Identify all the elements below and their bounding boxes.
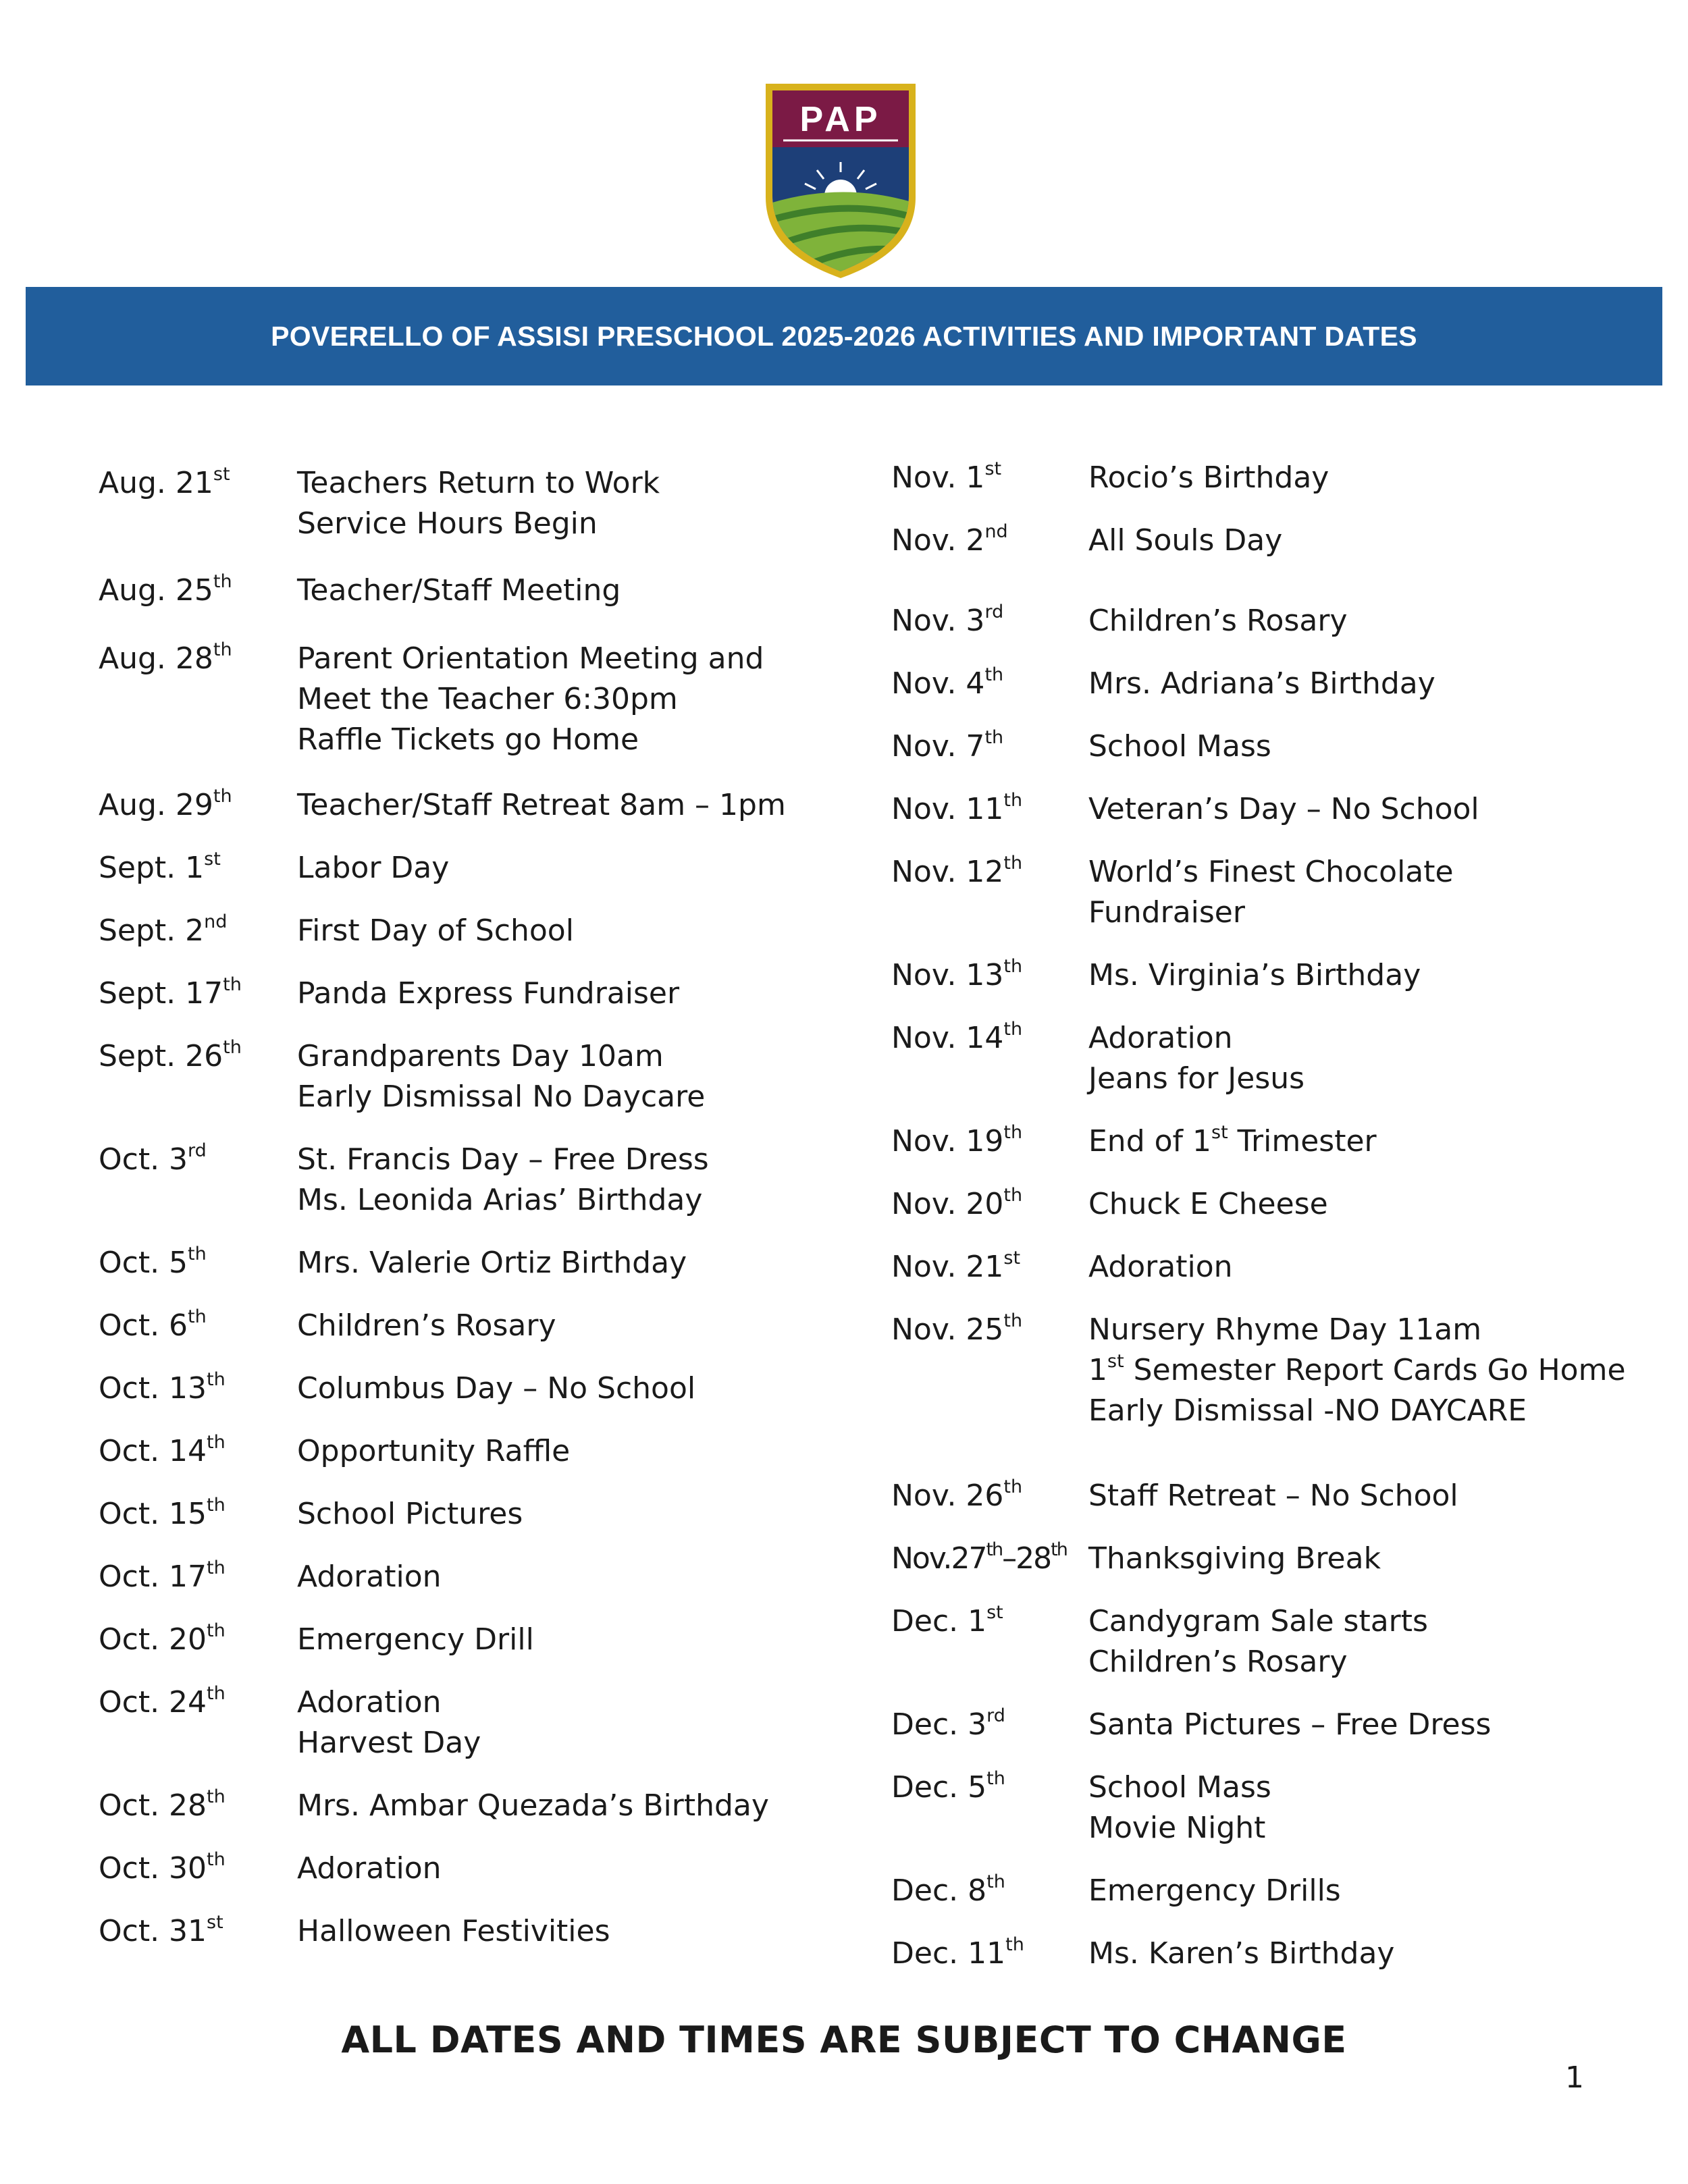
event-list bbox=[1088, 1934, 1394, 1974]
date-ordinal-suffix: th bbox=[207, 1495, 226, 1516]
event-text: Meet the Teacher 6:30pm bbox=[297, 682, 678, 716]
event-text: End of 1st Trimester bbox=[1088, 1122, 1377, 1158]
date-text: Oct. 30 bbox=[99, 1851, 207, 1886]
date-ordinal-suffix: th bbox=[1003, 1310, 1023, 1331]
date-text: Sept. 2 bbox=[99, 913, 205, 948]
event-text: Opportunity Raffle bbox=[297, 1434, 571, 1468]
event-list bbox=[297, 974, 679, 1014]
event-text: St. Francis Day – Free Dress bbox=[297, 1142, 709, 1177]
date-text: Sept. 1 bbox=[99, 851, 205, 885]
date-label bbox=[99, 639, 232, 679]
date-ordinal-suffix: st bbox=[204, 849, 221, 870]
date-ordinal-suffix: th bbox=[984, 664, 1004, 685]
event-text: Ms. Virginia’s Birthday bbox=[1088, 958, 1421, 992]
date-ordinal-suffix: th bbox=[188, 1306, 207, 1327]
event-list bbox=[1088, 789, 1479, 830]
date-label bbox=[891, 1705, 1005, 1745]
date-ordinal-suffix: th bbox=[1003, 956, 1023, 977]
date-label bbox=[99, 1140, 207, 1180]
date-text: Oct. 24 bbox=[99, 1685, 207, 1720]
date-label bbox=[891, 955, 1022, 996]
event-list bbox=[1088, 1476, 1458, 1516]
date-text: Dec. 1 bbox=[891, 1604, 987, 1639]
event-list bbox=[1088, 1310, 1626, 1431]
date-text: Nov. 7 bbox=[891, 729, 985, 764]
date-text: Dec. 11 bbox=[891, 1936, 1006, 1971]
event-text: Thanksgiving Break bbox=[1088, 1541, 1381, 1576]
date-ordinal-suffix: th bbox=[188, 1244, 207, 1264]
event-list bbox=[297, 911, 574, 951]
date-label bbox=[891, 1184, 1022, 1225]
event-list bbox=[297, 463, 660, 544]
event-text: Adoration bbox=[297, 1851, 442, 1886]
date-label bbox=[99, 1848, 226, 1889]
date-label bbox=[99, 1494, 226, 1535]
date-label bbox=[99, 570, 232, 611]
event-list bbox=[1088, 664, 1435, 704]
event-list bbox=[297, 785, 786, 826]
date-text: Oct. 3 bbox=[99, 1142, 188, 1177]
date-label bbox=[891, 1247, 1020, 1287]
date-ordinal-suffix: th bbox=[986, 1768, 1005, 1789]
date-text: Dec. 3 bbox=[891, 1707, 987, 1742]
event-list bbox=[1088, 521, 1282, 561]
event-list bbox=[1088, 1121, 1377, 1162]
date-ordinal-suffix: th bbox=[984, 727, 1004, 748]
event-text: Labor Day bbox=[297, 851, 450, 885]
date-ordinal-suffix: nd bbox=[204, 911, 228, 932]
date-label bbox=[891, 1310, 1022, 1350]
date-ordinal-suffix: st bbox=[984, 458, 1002, 479]
event-text: Jeans for Jesus bbox=[1088, 1061, 1305, 1096]
date-text: Oct. 5 bbox=[99, 1246, 188, 1280]
date-text: Nov. 3 bbox=[891, 604, 985, 638]
date-label bbox=[891, 458, 1001, 498]
page-title: POVERELLO OF ASSISI PRESCHOOL 2025-2026 ACTIVITIES AND IMPORTANT DATES bbox=[271, 320, 1417, 352]
date-text: Oct. 31 bbox=[99, 1914, 207, 1948]
date-text: Nov. 13 bbox=[891, 958, 1004, 992]
date-ordinal-suffix: th bbox=[1003, 1185, 1023, 1206]
date-label bbox=[891, 852, 1022, 893]
event-list bbox=[297, 1140, 709, 1221]
date-label bbox=[99, 848, 221, 888]
event-list bbox=[297, 639, 764, 760]
event-list bbox=[1088, 1018, 1304, 1099]
date-text: Nov. 26 bbox=[891, 1479, 1004, 1513]
event-text: All Souls Day bbox=[1088, 523, 1283, 558]
event-list bbox=[1088, 1247, 1233, 1287]
date-label bbox=[891, 1018, 1022, 1059]
event-list bbox=[297, 1431, 570, 1472]
date-label bbox=[891, 1601, 1003, 1642]
date-text: Sept. 26 bbox=[99, 1039, 223, 1073]
date-ordinal-suffix: th bbox=[207, 1432, 226, 1453]
date-label bbox=[891, 521, 1008, 561]
date-ordinal-suffix: th bbox=[213, 571, 232, 592]
event-list bbox=[1088, 1601, 1428, 1682]
event-text: Children’s Rosary bbox=[1088, 604, 1348, 638]
date-text: Nov. 12 bbox=[891, 855, 1004, 889]
date-text: Nov.27th–28th bbox=[891, 1539, 1067, 1576]
date-text: Dec. 8 bbox=[891, 1873, 987, 1908]
date-label bbox=[891, 1476, 1022, 1516]
event-list bbox=[297, 848, 449, 888]
date-text: Nov. 2 bbox=[891, 523, 985, 558]
date-ordinal-suffix: th bbox=[1003, 790, 1023, 811]
event-text: Adoration bbox=[1088, 1250, 1233, 1284]
event-text: 1st Semester Report Cards Go Home bbox=[1088, 1351, 1626, 1387]
date-ordinal-suffix: st bbox=[213, 464, 230, 485]
date-text: Dec. 5 bbox=[891, 1770, 987, 1805]
date-label bbox=[891, 1767, 1005, 1808]
date-ordinal-suffix: th bbox=[1005, 1934, 1024, 1955]
date-text: Oct. 20 bbox=[99, 1622, 207, 1657]
date-ordinal-suffix: th bbox=[1003, 853, 1023, 874]
date-ordinal-suffix: th bbox=[207, 1557, 226, 1578]
school-crest-logo bbox=[763, 81, 918, 280]
event-text: Veteran’s Day – No School bbox=[1088, 792, 1479, 826]
date-label bbox=[99, 1786, 226, 1826]
date-label bbox=[99, 1682, 226, 1723]
event-text: First Day of School bbox=[297, 913, 574, 948]
date-ordinal-suffix: th bbox=[213, 639, 232, 660]
date-label bbox=[99, 1243, 207, 1283]
date-ordinal-suffix: th bbox=[207, 1849, 226, 1870]
date-ordinal-suffix: th bbox=[223, 1037, 242, 1058]
date-text: Nov. 20 bbox=[891, 1187, 1004, 1221]
event-text: Ms. Leonida Arias’ Birthday bbox=[297, 1183, 703, 1217]
event-list bbox=[297, 1243, 687, 1283]
date-label bbox=[99, 974, 242, 1014]
date-ordinal-suffix: th bbox=[223, 974, 242, 995]
date-text: Sept. 17 bbox=[99, 976, 223, 1011]
date-text: Nov. 1 bbox=[891, 460, 985, 495]
date-label bbox=[891, 1121, 1022, 1162]
event-text: Santa Pictures – Free Dress bbox=[1088, 1707, 1492, 1742]
date-label bbox=[99, 1036, 242, 1077]
date-ordinal-suffix: th bbox=[213, 786, 232, 807]
date-text: Aug. 21 bbox=[99, 466, 213, 500]
event-text: School Mass bbox=[1088, 729, 1271, 764]
date-text: Oct. 6 bbox=[99, 1308, 188, 1343]
event-text: Staff Retreat – No School bbox=[1088, 1479, 1458, 1513]
date-text: Nov. 14 bbox=[891, 1021, 1004, 1055]
date-ordinal-suffix: th bbox=[207, 1683, 226, 1704]
event-text: Emergency Drills bbox=[1088, 1873, 1341, 1908]
date-ordinal-suffix: th bbox=[1003, 1122, 1023, 1143]
event-list bbox=[1088, 1767, 1271, 1848]
date-ordinal-suffix: th bbox=[1003, 1019, 1023, 1040]
event-list bbox=[297, 1036, 705, 1117]
date-label bbox=[891, 601, 1003, 641]
date-ordinal-suffix: th bbox=[207, 1786, 226, 1807]
event-text: Teachers Return to Work bbox=[297, 466, 660, 500]
event-list bbox=[297, 1494, 523, 1535]
event-list bbox=[297, 1557, 442, 1597]
date-text: Nov. 19 bbox=[891, 1124, 1004, 1158]
event-text: Teacher/Staff Meeting bbox=[297, 573, 621, 608]
date-ordinal-suffix: th bbox=[207, 1369, 226, 1390]
date-label bbox=[891, 1871, 1005, 1911]
date-label bbox=[99, 1557, 226, 1597]
event-text: Grandparents Day 10am bbox=[297, 1039, 664, 1073]
date-label bbox=[99, 911, 227, 951]
event-list bbox=[1088, 458, 1329, 498]
date-label bbox=[891, 1539, 1067, 1579]
date-ordinal-suffix: th bbox=[207, 1620, 226, 1641]
event-text: Fundraiser bbox=[1088, 895, 1245, 930]
date-label bbox=[891, 664, 1003, 704]
date-ordinal-suffix: st bbox=[1003, 1248, 1021, 1269]
date-ordinal-suffix: st bbox=[986, 1602, 1003, 1623]
date-label bbox=[891, 1934, 1024, 1974]
event-text: Adoration bbox=[1088, 1021, 1233, 1055]
event-text: Adoration bbox=[297, 1685, 442, 1720]
date-text: Aug. 29 bbox=[99, 788, 213, 822]
date-label bbox=[99, 1431, 226, 1472]
event-text: Children’s Rosary bbox=[1088, 1645, 1348, 1679]
date-label bbox=[891, 726, 1003, 767]
date-text: Oct. 15 bbox=[99, 1497, 207, 1531]
event-list bbox=[297, 1786, 769, 1826]
date-text: Oct. 13 bbox=[99, 1371, 207, 1406]
event-text: Raffle Tickets go Home bbox=[297, 722, 639, 757]
date-text: Nov. 21 bbox=[891, 1250, 1004, 1284]
event-list bbox=[297, 1682, 481, 1763]
event-list bbox=[1088, 1871, 1341, 1911]
event-list bbox=[1088, 1184, 1328, 1225]
event-text: Early Dismissal No Daycare bbox=[297, 1080, 706, 1114]
event-text: Candygram Sale starts bbox=[1088, 1604, 1428, 1639]
date-text: Oct. 28 bbox=[99, 1788, 207, 1823]
title-banner bbox=[26, 287, 1662, 385]
event-list bbox=[1088, 726, 1271, 767]
event-list bbox=[1088, 1705, 1491, 1745]
event-text: Children’s Rosary bbox=[297, 1308, 556, 1343]
date-text: Nov. 11 bbox=[891, 792, 1004, 826]
event-list bbox=[1088, 955, 1421, 996]
event-list bbox=[1088, 1539, 1381, 1579]
event-list bbox=[297, 1368, 695, 1409]
event-text: Adoration bbox=[297, 1560, 442, 1594]
date-ordinal-suffix: th bbox=[1003, 1476, 1023, 1497]
date-label bbox=[99, 1911, 223, 1952]
date-text: Nov. 4 bbox=[891, 666, 985, 701]
event-text: Service Hours Begin bbox=[297, 506, 598, 541]
event-list bbox=[297, 1911, 610, 1952]
event-text: Nursery Rhyme Day 11am bbox=[1088, 1312, 1482, 1347]
date-label bbox=[891, 789, 1022, 830]
event-text: Teacher/Staff Retreat 8am – 1pm bbox=[297, 788, 786, 822]
date-ordinal-suffix: rd bbox=[986, 1705, 1005, 1726]
date-ordinal-suffix: st bbox=[207, 1912, 223, 1933]
event-text: Mrs. Valerie Ortiz Birthday bbox=[297, 1246, 687, 1280]
svg-text:PAP: PAP bbox=[799, 100, 882, 139]
event-text: Panda Express Fundraiser bbox=[297, 976, 680, 1011]
date-ordinal-suffix: rd bbox=[188, 1140, 207, 1161]
date-ordinal-suffix: th bbox=[986, 1871, 1005, 1892]
event-text: Mrs. Ambar Quezada’s Birthday bbox=[297, 1788, 769, 1823]
event-text: Parent Orientation Meeting and bbox=[297, 641, 764, 676]
event-text: Mrs. Adriana’s Birthday bbox=[1088, 666, 1435, 701]
event-text: Early Dismissal -NO DAYCARE bbox=[1088, 1393, 1527, 1428]
event-list bbox=[1088, 601, 1348, 641]
event-list bbox=[297, 1848, 442, 1889]
event-list bbox=[1088, 852, 1454, 933]
event-list bbox=[297, 1620, 534, 1660]
date-text: Oct. 14 bbox=[99, 1434, 207, 1468]
date-text: Aug. 25 bbox=[99, 573, 213, 608]
event-text: Halloween Festivities bbox=[297, 1914, 610, 1948]
event-text: Columbus Day – No School bbox=[297, 1371, 696, 1406]
event-text: School Pictures bbox=[297, 1497, 523, 1531]
page-number: 1 bbox=[1565, 2060, 1584, 2095]
date-ordinal-suffix: rd bbox=[984, 602, 1004, 622]
event-text: Chuck E Cheese bbox=[1088, 1187, 1328, 1221]
event-text: Ms. Karen’s Birthday bbox=[1088, 1936, 1395, 1971]
date-text: Aug. 28 bbox=[99, 641, 213, 676]
subject-to-change-notice: ALL DATES AND TIMES ARE SUBJECT TO CHANGE bbox=[341, 2019, 1347, 2061]
date-text: Nov. 25 bbox=[891, 1312, 1004, 1347]
event-text: School Mass bbox=[1088, 1770, 1271, 1805]
event-text: World’s Finest Chocolate bbox=[1088, 855, 1454, 889]
event-text: Rocio’s Birthday bbox=[1088, 460, 1329, 495]
date-label bbox=[99, 785, 232, 826]
event-list bbox=[297, 570, 621, 611]
date-label bbox=[99, 1306, 207, 1346]
event-text: Harvest Day bbox=[297, 1726, 481, 1760]
event-text: Movie Night bbox=[1088, 1811, 1266, 1845]
date-label bbox=[99, 463, 230, 504]
event-text: Emergency Drill bbox=[297, 1622, 534, 1657]
date-text: Oct. 17 bbox=[99, 1560, 207, 1594]
date-label bbox=[99, 1620, 226, 1660]
date-ordinal-suffix: nd bbox=[984, 521, 1008, 542]
date-label bbox=[99, 1368, 226, 1409]
event-list bbox=[297, 1306, 556, 1346]
